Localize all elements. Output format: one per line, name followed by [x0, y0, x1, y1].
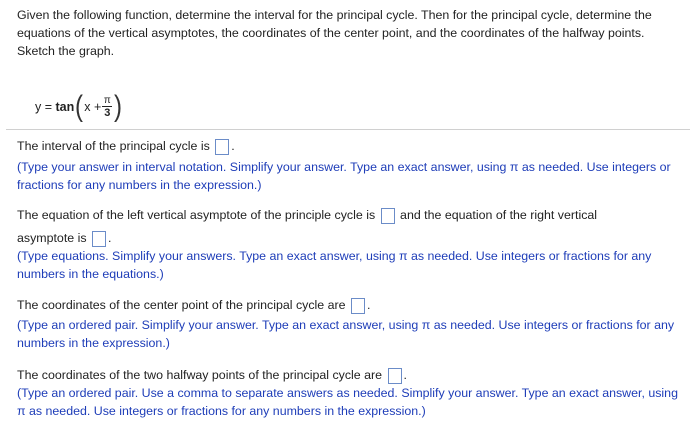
question-asymptotes-text-b: and the equation of the right vertical: [400, 208, 598, 222]
question-period: .: [108, 231, 112, 245]
question-interval-text: The interval of the principal cycle is: [17, 139, 210, 153]
question-asymptotes: [17, 206, 597, 224]
question-halfway-points: [17, 366, 407, 384]
hint-asymptotes: (Type equations. Simplify your answers. Type an exact answer, using π as needed. Use integers or fractions for any numbers in the equations.): [17, 249, 652, 281]
pi-over-three-fraction: [102, 95, 112, 120]
formula-x-plus: x +: [84, 100, 102, 114]
question-asymptotes-line2: [17, 229, 111, 247]
question-asymptotes-text-a: The equation of the left vertical asymptote of the principle cycle is: [17, 208, 376, 222]
divider: [6, 129, 690, 130]
question-asymptotes-text-c: asymptote is: [17, 231, 87, 245]
center-point-answer-box[interactable]: [351, 298, 365, 314]
fraction-numerator: π: [103, 94, 111, 106]
question-interval: [17, 137, 235, 155]
question-period: .: [403, 368, 407, 382]
fraction-denominator: 3: [104, 106, 111, 119]
right-asymptote-answer-box[interactable]: [92, 231, 106, 247]
left-paren: (: [75, 90, 84, 123]
question-period: .: [231, 139, 235, 153]
question-period: .: [367, 298, 371, 312]
problem-statement: Given the following function, determine the interval for the principal cycle. Then for the principal cycle, determine the equations of the vertical asymptotes, the coordinates of the center point, and the coordinates of the halfway points. Sketch the graph.: [17, 8, 652, 58]
formula-lhs: y =: [35, 100, 53, 114]
question-center-point: [17, 296, 370, 314]
halfway-points-answer-box[interactable]: [388, 368, 402, 384]
hint-center-point: (Type an ordered pair. Simplify your answer. Type an exact answer, using π as needed. Use integers or fractions for any numbers in the expression.): [17, 318, 675, 350]
left-asymptote-answer-box[interactable]: [381, 208, 395, 224]
hint-interval: (Type your answer in interval notation. Simplify your answer. Type an exact answer, using π as needed. Use integers or fractions for any numbers in the expression.): [17, 160, 671, 192]
function-formula: [35, 90, 123, 124]
formula-func: tan: [55, 100, 75, 114]
question-halfway-text: The coordinates of the two halfway points of the principal cycle are: [17, 368, 383, 382]
question-center-text: The coordinates of the center point of the principal cycle are: [17, 298, 346, 312]
interval-answer-box[interactable]: [215, 139, 229, 155]
right-paren: ): [114, 90, 123, 123]
hint-halfway-points: (Type an ordered pair. Use a comma to separate answers as needed. Simplify your answer. Type an exact answer, using π as needed. Use integers or fractions for any numbers in the expression.): [17, 386, 678, 418]
